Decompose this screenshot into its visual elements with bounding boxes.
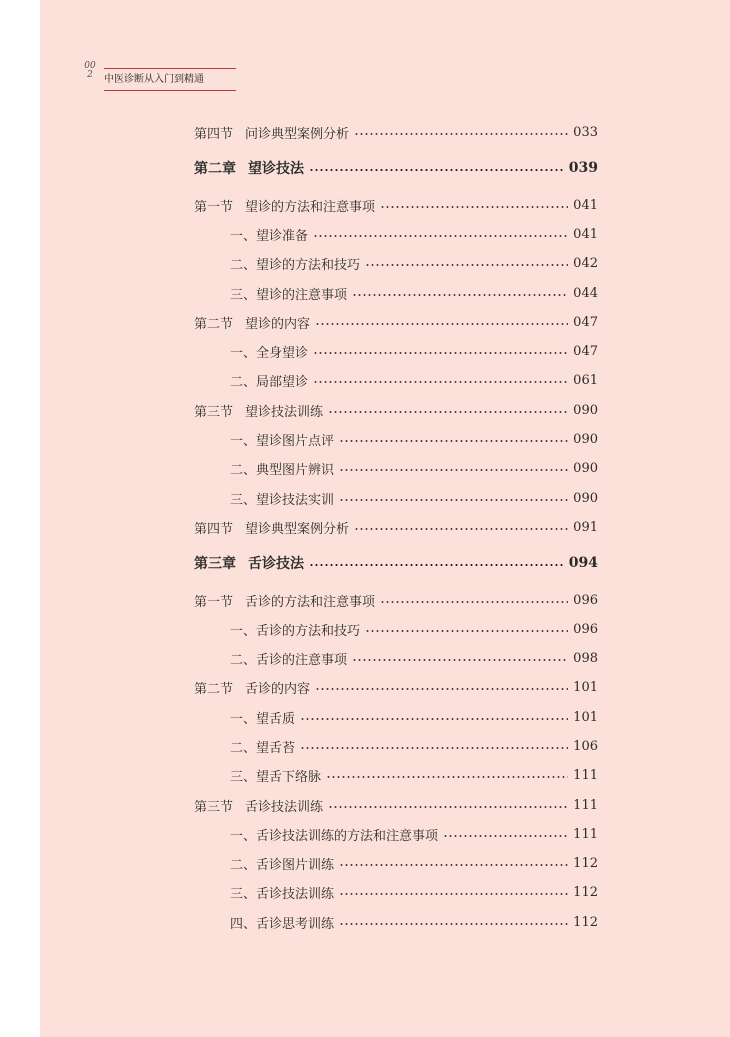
toc-page-number: 042	[573, 255, 598, 271]
dot-leader	[339, 923, 568, 925]
toc-subsection-entry[interactable]	[230, 340, 598, 362]
dot-leader	[315, 323, 568, 325]
toc-entry-title	[230, 430, 334, 449]
toc-subsection-entry[interactable]	[230, 764, 598, 786]
toc-page-number: 090	[573, 460, 598, 476]
toc-page-number: 111	[573, 797, 598, 813]
toc-entry-title	[194, 196, 375, 215]
dot-leader	[313, 235, 568, 237]
dot-leader	[354, 528, 568, 530]
dot-leader	[380, 601, 568, 603]
dot-leader	[365, 264, 568, 266]
toc-section-entry[interactable]	[194, 194, 598, 216]
toc-page-number: 111	[573, 826, 598, 842]
toc-entry-text: 问诊典型案例分析	[245, 126, 350, 142]
toc-page-number: 101	[573, 709, 598, 725]
toc-subsection-entry[interactable]	[230, 823, 598, 845]
dot-leader	[352, 659, 568, 661]
book-page	[40, 0, 730, 1037]
toc-entry-title	[230, 459, 334, 478]
toc-entry-title	[194, 553, 304, 573]
toc-page-number: 112	[573, 884, 598, 900]
toc-entry-text: 一、全身望诊	[230, 345, 309, 361]
toc-entry-text: 二、典型图片辨识	[230, 462, 335, 478]
toc-subsection-entry[interactable]	[230, 735, 598, 757]
toc-entry-text: 二、舌诊的注意事项	[230, 652, 348, 668]
dot-leader	[380, 206, 568, 208]
dot-leader	[309, 564, 564, 566]
toc-page-number: 112	[573, 914, 598, 930]
toc-entry-text: 三、望诊技法实训	[230, 492, 335, 508]
toc-entry-label: 第一节	[194, 199, 234, 215]
toc-subsection-entry[interactable]	[230, 282, 598, 304]
dot-leader	[365, 630, 568, 632]
toc-entry-text: 一、舌诊的方法和技巧	[230, 623, 361, 639]
toc-subsection-entry[interactable]	[230, 457, 598, 479]
dot-leader	[328, 806, 568, 808]
toc-subsection-entry[interactable]	[230, 911, 598, 933]
toc-entry-label: 第四节	[194, 521, 234, 537]
toc-section-entry[interactable]	[194, 399, 598, 421]
dot-leader	[300, 747, 568, 749]
toc-subsection-entry[interactable]	[230, 252, 598, 274]
toc-section-entry[interactable]	[194, 794, 598, 816]
toc-entry-title	[194, 123, 349, 142]
toc-entry-text: 一、望舌质	[230, 711, 296, 727]
toc-entry-text: 舌诊技法	[248, 556, 304, 572]
toc-section-entry[interactable]	[194, 676, 598, 698]
toc-entry-label: 第一节	[194, 594, 234, 610]
dot-leader	[309, 169, 564, 171]
dot-leader	[328, 411, 568, 413]
toc-entry-label: 第三节	[194, 404, 234, 420]
toc-page-number: 101	[573, 679, 598, 695]
dot-leader	[339, 864, 568, 866]
toc-entry-text: 舌诊的内容	[245, 681, 311, 697]
toc-entry-title	[230, 371, 308, 390]
toc-entry-text: 一、望诊图片点评	[230, 433, 335, 449]
toc-entry-title	[230, 489, 334, 508]
toc-entry-title	[194, 158, 304, 178]
page-number: 002	[84, 61, 96, 80]
toc-entry-title	[230, 225, 308, 244]
toc-entry-title	[230, 737, 295, 756]
dot-leader	[339, 469, 568, 471]
toc-page-number: 091	[573, 519, 598, 535]
toc-entry-text: 二、望舌苔	[230, 740, 296, 756]
toc-entry-text: 望诊典型案例分析	[245, 521, 350, 537]
toc-entry-title	[230, 913, 334, 932]
toc-page-number: 096	[573, 621, 598, 637]
dot-leader	[443, 835, 568, 837]
toc-entry-text: 三、舌诊技法训练	[230, 886, 335, 902]
toc-entry-title	[230, 854, 334, 873]
toc-subsection-entry[interactable]	[230, 647, 598, 669]
toc-entry-text: 一、舌诊技法训练的方法和注意事项	[230, 828, 439, 844]
toc-page-number: 033	[573, 124, 598, 140]
toc-entry-title	[230, 708, 295, 727]
toc-entry-text: 舌诊技法训练	[245, 799, 324, 815]
toc-entry-text: 二、舌诊图片训练	[230, 857, 335, 873]
toc-subsection-entry[interactable]	[230, 706, 598, 728]
toc-entry-title	[194, 313, 310, 332]
toc-entry-title	[230, 766, 321, 785]
toc-entry-title	[230, 883, 334, 902]
dot-leader	[315, 688, 568, 690]
toc-page-number: 094	[568, 555, 598, 571]
toc-page-number: 096	[573, 592, 598, 608]
toc-section-entry[interactable]	[194, 589, 598, 611]
toc-entry-title	[194, 591, 375, 610]
toc-entry-text: 三、望诊的注意事项	[230, 287, 348, 303]
toc-page-number: 090	[573, 490, 598, 506]
toc-entry-text: 舌诊的方法和注意事项	[245, 594, 376, 610]
toc-entry-text: 望诊技法	[248, 161, 304, 177]
toc-section-entry[interactable]	[194, 121, 598, 143]
dot-leader	[352, 294, 568, 296]
toc-entry-title	[194, 401, 323, 420]
toc-subsection-entry[interactable]	[230, 487, 598, 509]
dot-leader	[339, 499, 568, 501]
toc-subsection-entry[interactable]	[230, 428, 598, 450]
toc-page-number: 041	[573, 197, 598, 213]
toc-entry-title	[230, 620, 360, 639]
toc-entry-text: 四、舌诊思考训练	[230, 916, 335, 932]
toc-section-entry[interactable]	[194, 516, 598, 538]
toc-entry-label: 第三章	[194, 556, 236, 572]
toc-entry-title	[194, 518, 349, 537]
toc-entry-title	[230, 649, 347, 668]
toc-page-number: 090	[573, 431, 598, 447]
toc-entry-title	[194, 796, 323, 815]
toc-subsection-entry[interactable]	[230, 369, 598, 391]
toc-entry-text: 三、望舌下络脉	[230, 769, 322, 785]
toc-entry-text: 一、望诊准备	[230, 228, 309, 244]
toc-page-number: 047	[573, 314, 598, 330]
toc-page-number: 098	[573, 650, 598, 666]
toc-page-number: 090	[573, 402, 598, 418]
toc-page-number: 112	[573, 855, 598, 871]
book-title: 中医诊断从入门到精通	[104, 74, 204, 85]
header-rule-top	[104, 68, 236, 69]
toc-entry-text: 二、望诊的方法和技巧	[230, 257, 361, 273]
toc-entry-label: 第二节	[194, 681, 234, 697]
dot-leader	[326, 776, 568, 778]
dot-leader	[339, 893, 568, 895]
dot-leader	[339, 440, 568, 442]
toc-subsection-entry[interactable]	[230, 852, 598, 874]
toc-subsection-entry[interactable]	[230, 881, 598, 903]
toc-entry-text: 望诊技法训练	[245, 404, 324, 420]
toc-entry-text: 望诊的方法和注意事项	[245, 199, 376, 215]
toc-chapter-entry[interactable]	[194, 157, 598, 179]
toc-subsection-entry[interactable]	[230, 223, 598, 245]
toc-page-number: 106	[573, 738, 598, 754]
toc-subsection-entry[interactable]	[230, 618, 598, 640]
toc-entry-label: 第三节	[194, 799, 234, 815]
dot-leader	[354, 133, 568, 135]
toc-entry-label: 第二章	[194, 161, 236, 177]
toc-entry-label: 第四节	[194, 126, 234, 142]
toc-chapter-entry[interactable]	[194, 552, 598, 574]
toc-page-number: 111	[573, 767, 598, 783]
toc-entry-title	[230, 825, 438, 844]
toc-page-number: 044	[573, 285, 598, 301]
header-rule-bottom	[104, 90, 236, 91]
toc-entry-title	[230, 284, 347, 303]
toc-page-number: 041	[573, 226, 598, 242]
toc-entry-title	[230, 254, 360, 273]
dot-leader	[313, 381, 568, 383]
toc-section-entry[interactable]	[194, 311, 598, 333]
toc-entry-title	[194, 678, 310, 697]
toc-page-number: 039	[568, 160, 598, 176]
toc-entry-label: 第二节	[194, 316, 234, 332]
dot-leader	[313, 352, 568, 354]
toc-entry-title	[230, 342, 308, 361]
dot-leader	[300, 718, 568, 720]
toc-page-number: 047	[573, 343, 598, 359]
toc-entry-text: 望诊的内容	[245, 316, 311, 332]
toc-entry-text: 二、局部望诊	[230, 374, 309, 390]
toc-page-number: 061	[573, 372, 598, 388]
